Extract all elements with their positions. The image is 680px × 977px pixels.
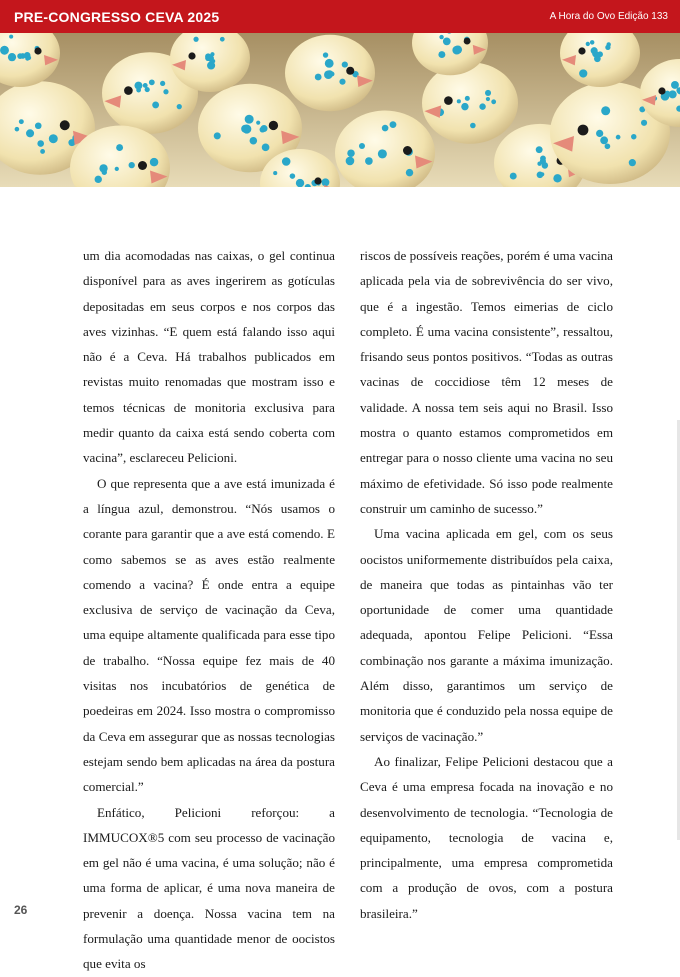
gel-droplet-icon: [0, 46, 9, 55]
paragraph: Ao finalizar, Felipe Pelicioni destacou que a Ceva é uma empresa focada na inovação e no desenvolvimento de tecnologia. “Tecnologia de equipamento, tecnologia de vacina e, principalmente, uma empresa comprometida com a produção de ovos, com a postura brasileira.”: [360, 753, 613, 921]
gel-droplet-icon: [590, 40, 594, 44]
eye-icon: [269, 121, 278, 130]
gel-droplet-icon: [406, 169, 413, 176]
gel-droplet-icon: [260, 125, 267, 132]
eye-icon: [138, 161, 147, 170]
gel-droplet-icon: [115, 167, 119, 171]
gel-droplet-icon: [134, 82, 142, 90]
paragraph: riscos de possíveis reações, porém é uma vacina aplicada pela via de sobrevivência do ser vivo, que é a ingestão. Temos eimerias de ciclo completo. É uma vacina consistente”, ressaltou, frisando seus pontos positivos. “Todas as outras vacinas de coccidiose têm 12 meses de validade. A nossa tem seis aqui no Brasil. Isso mostra o quanto estamos comprometidos em entregar para o nosso cliente uma vacina no seu máximo de efetividade. Só isso pode realmente construir um caminho de sucesso.”: [360, 248, 613, 516]
gel-droplet-icon: [443, 38, 451, 46]
eye-icon: [60, 120, 70, 130]
gel-droplet-icon: [321, 178, 329, 186]
section-title: PRE-CONGRESSO CEVA 2025: [14, 9, 220, 25]
gel-droplet-icon: [152, 101, 159, 108]
gel-droplet-icon: [596, 130, 603, 137]
gel-droplet-icon: [326, 70, 333, 77]
eye-icon: [314, 177, 321, 184]
gel-droplet-icon: [262, 144, 270, 152]
header-bar: [0, 0, 680, 33]
gel-droplet-icon: [245, 115, 254, 124]
eye-icon: [578, 125, 589, 136]
gel-droplet-icon: [579, 69, 587, 77]
gel-droplet-icon: [438, 51, 445, 58]
gel-droplet-icon: [40, 149, 45, 154]
gel-droplet-icon: [315, 74, 322, 81]
gel-droplet-icon: [323, 52, 328, 57]
gel-droplet-icon: [95, 176, 102, 183]
gel-droplet-icon: [536, 146, 543, 153]
eye-icon: [346, 67, 354, 75]
gel-droplet-icon: [250, 137, 258, 145]
gel-droplet-icon: [491, 99, 496, 104]
paragraph: O que representa que a ave está imunizada é a língua azul, demonstrou. “Nós usamos o corante para garantir que a ave está comendo. E como sabemos se as aves estão realmente comendo a vacina? É onde entra a equipe exclusiva de serviço de vacinação da Ceva, uma equipe altamente qualificada para esse tipo de trabalho. “Nossa equipe fez mais de 40 visitas nos incubatórios de genética de poedeiras em 2024. Isso mostra o compromisso da Ceva em assegurar que as nossas tecnologias estejam sendo bem aplicadas na área da postura comercial.”: [83, 475, 335, 795]
paragraph: Uma vacina aplicada em gel, com os seus oocistos uniformemente distribuídos pela caixa, de maneira que todas as pintainhas vão ter oportunidade de comer uma quantidade adequada, apontou Felipe Pelicioni. “Essa combinação nos garante a máxima imunização. Além disso, garantimos um serviço de monitoria que é conduzido pela nossa equipe de serviços de vacinação.”: [360, 526, 613, 744]
gel-droplet-icon: [365, 157, 373, 165]
gel-droplet-icon: [465, 96, 470, 101]
page-number: 26: [14, 903, 28, 917]
article-column-right: [360, 243, 613, 926]
eye-icon: [578, 47, 585, 54]
gel-droplet-icon: [205, 53, 211, 59]
gel-droplet-icon: [25, 56, 30, 61]
gel-droplet-icon: [553, 174, 561, 182]
gel-droplet-icon: [586, 42, 590, 46]
eye-icon: [124, 86, 133, 95]
gel-droplet-icon: [325, 59, 334, 68]
gel-droplet-icon: [116, 144, 123, 151]
gel-droplet-icon: [9, 35, 13, 39]
gel-droplet-icon: [605, 45, 610, 50]
gel-droplet-icon: [256, 121, 260, 125]
eye-icon: [188, 52, 195, 59]
gel-droplet-icon: [457, 99, 461, 103]
gel-droplet-icon: [486, 97, 490, 101]
gel-droplet-icon: [390, 121, 397, 128]
gel-droplet-icon: [214, 132, 221, 139]
eye-icon: [658, 87, 665, 94]
gel-droplet-icon: [605, 143, 611, 149]
gel-droplet-icon: [591, 47, 598, 54]
chicks-photo-icon: [0, 33, 680, 187]
eye-icon: [444, 96, 453, 105]
gel-droplet-icon: [193, 37, 198, 42]
gel-droplet-icon: [177, 104, 182, 109]
gel-droplet-icon: [49, 134, 58, 143]
gel-droplet-icon: [665, 91, 670, 96]
gel-droplet-icon: [19, 119, 24, 124]
edition-label: A Hora do Ovo Edição 133: [549, 11, 668, 22]
gel-droplet-icon: [461, 103, 468, 110]
gel-droplet-icon: [290, 173, 296, 179]
gel-droplet-icon: [439, 35, 443, 39]
gel-droplet-icon: [102, 170, 107, 175]
gel-droplet-icon: [631, 134, 636, 139]
eye-icon: [464, 38, 471, 45]
gel-droplet-icon: [145, 87, 150, 92]
gel-droplet-icon: [37, 140, 44, 147]
gel-droplet-icon: [26, 129, 34, 137]
gel-droplet-icon: [616, 135, 621, 140]
gel-droplet-icon: [15, 127, 20, 132]
gel-droplet-icon: [540, 172, 544, 176]
gel-droplet-icon: [346, 157, 355, 166]
gel-droplet-icon: [600, 136, 608, 144]
gel-droplet-icon: [510, 173, 517, 180]
gel-droplet-icon: [273, 171, 277, 175]
gel-droplet-icon: [150, 158, 158, 166]
gel-droplet-icon: [339, 79, 345, 85]
gel-droplet-icon: [35, 122, 42, 129]
paragraph: um dia acomodadas nas caixas, o gel continua disponível para as aves ingerirem as gotículas depositadas em seus corpos e nos corpos das aves vizinhas. “E quem está falando isso aqui não é a Ceva. Há trabalhos publicados em revistas muito renomadas que mostram isso e temos técnicas de monitoria exclusiva para medir quanto da caixa está sendo coberta com vacina”, esclareceu Pelicioni.: [83, 248, 335, 466]
eye-icon: [403, 146, 412, 155]
gel-droplet-icon: [669, 90, 677, 98]
hero-image: [0, 33, 680, 187]
gel-droplet-icon: [160, 81, 165, 86]
gel-droplet-icon: [20, 53, 26, 59]
chick-icon: [285, 35, 375, 112]
eye-icon: [34, 47, 41, 54]
gel-droplet-icon: [296, 179, 304, 187]
gel-droplet-icon: [382, 125, 389, 132]
gel-droplet-icon: [470, 123, 476, 129]
gel-droplet-icon: [211, 59, 215, 63]
gel-droplet-icon: [485, 90, 491, 96]
gel-droplet-icon: [594, 55, 601, 62]
chick-icon: [422, 62, 518, 144]
paragraph: Enfático, Pelicioni reforçou: a IMMUCOX®5 com seu processo de vacinação em gel não é uma vacina, é uma solução; não é uma forma de aplicar, é uma nova maneira de prevenir a doença. Nossa vacina tem na formulação uma quantidade menor de oocistos que evita os: [83, 804, 335, 972]
gel-droplet-icon: [347, 149, 355, 157]
gel-droplet-icon: [479, 103, 485, 109]
gel-droplet-icon: [129, 162, 135, 168]
gel-droplet-icon: [359, 143, 365, 149]
gel-droplet-icon: [629, 159, 636, 166]
gel-droplet-icon: [452, 46, 461, 55]
gel-droplet-icon: [220, 37, 225, 42]
gel-droplet-icon: [241, 125, 249, 133]
gel-droplet-icon: [163, 89, 168, 94]
gel-droplet-icon: [149, 79, 155, 85]
gel-droplet-icon: [8, 53, 16, 61]
gel-droplet-icon: [671, 81, 679, 89]
gel-droplet-icon: [378, 149, 387, 158]
gel-droplet-icon: [540, 158, 546, 164]
gel-droplet-icon: [342, 61, 348, 67]
gel-droplet-icon: [601, 106, 610, 115]
article-column-left: [83, 243, 335, 977]
gel-droplet-icon: [282, 157, 291, 166]
gel-droplet-icon: [641, 120, 647, 126]
